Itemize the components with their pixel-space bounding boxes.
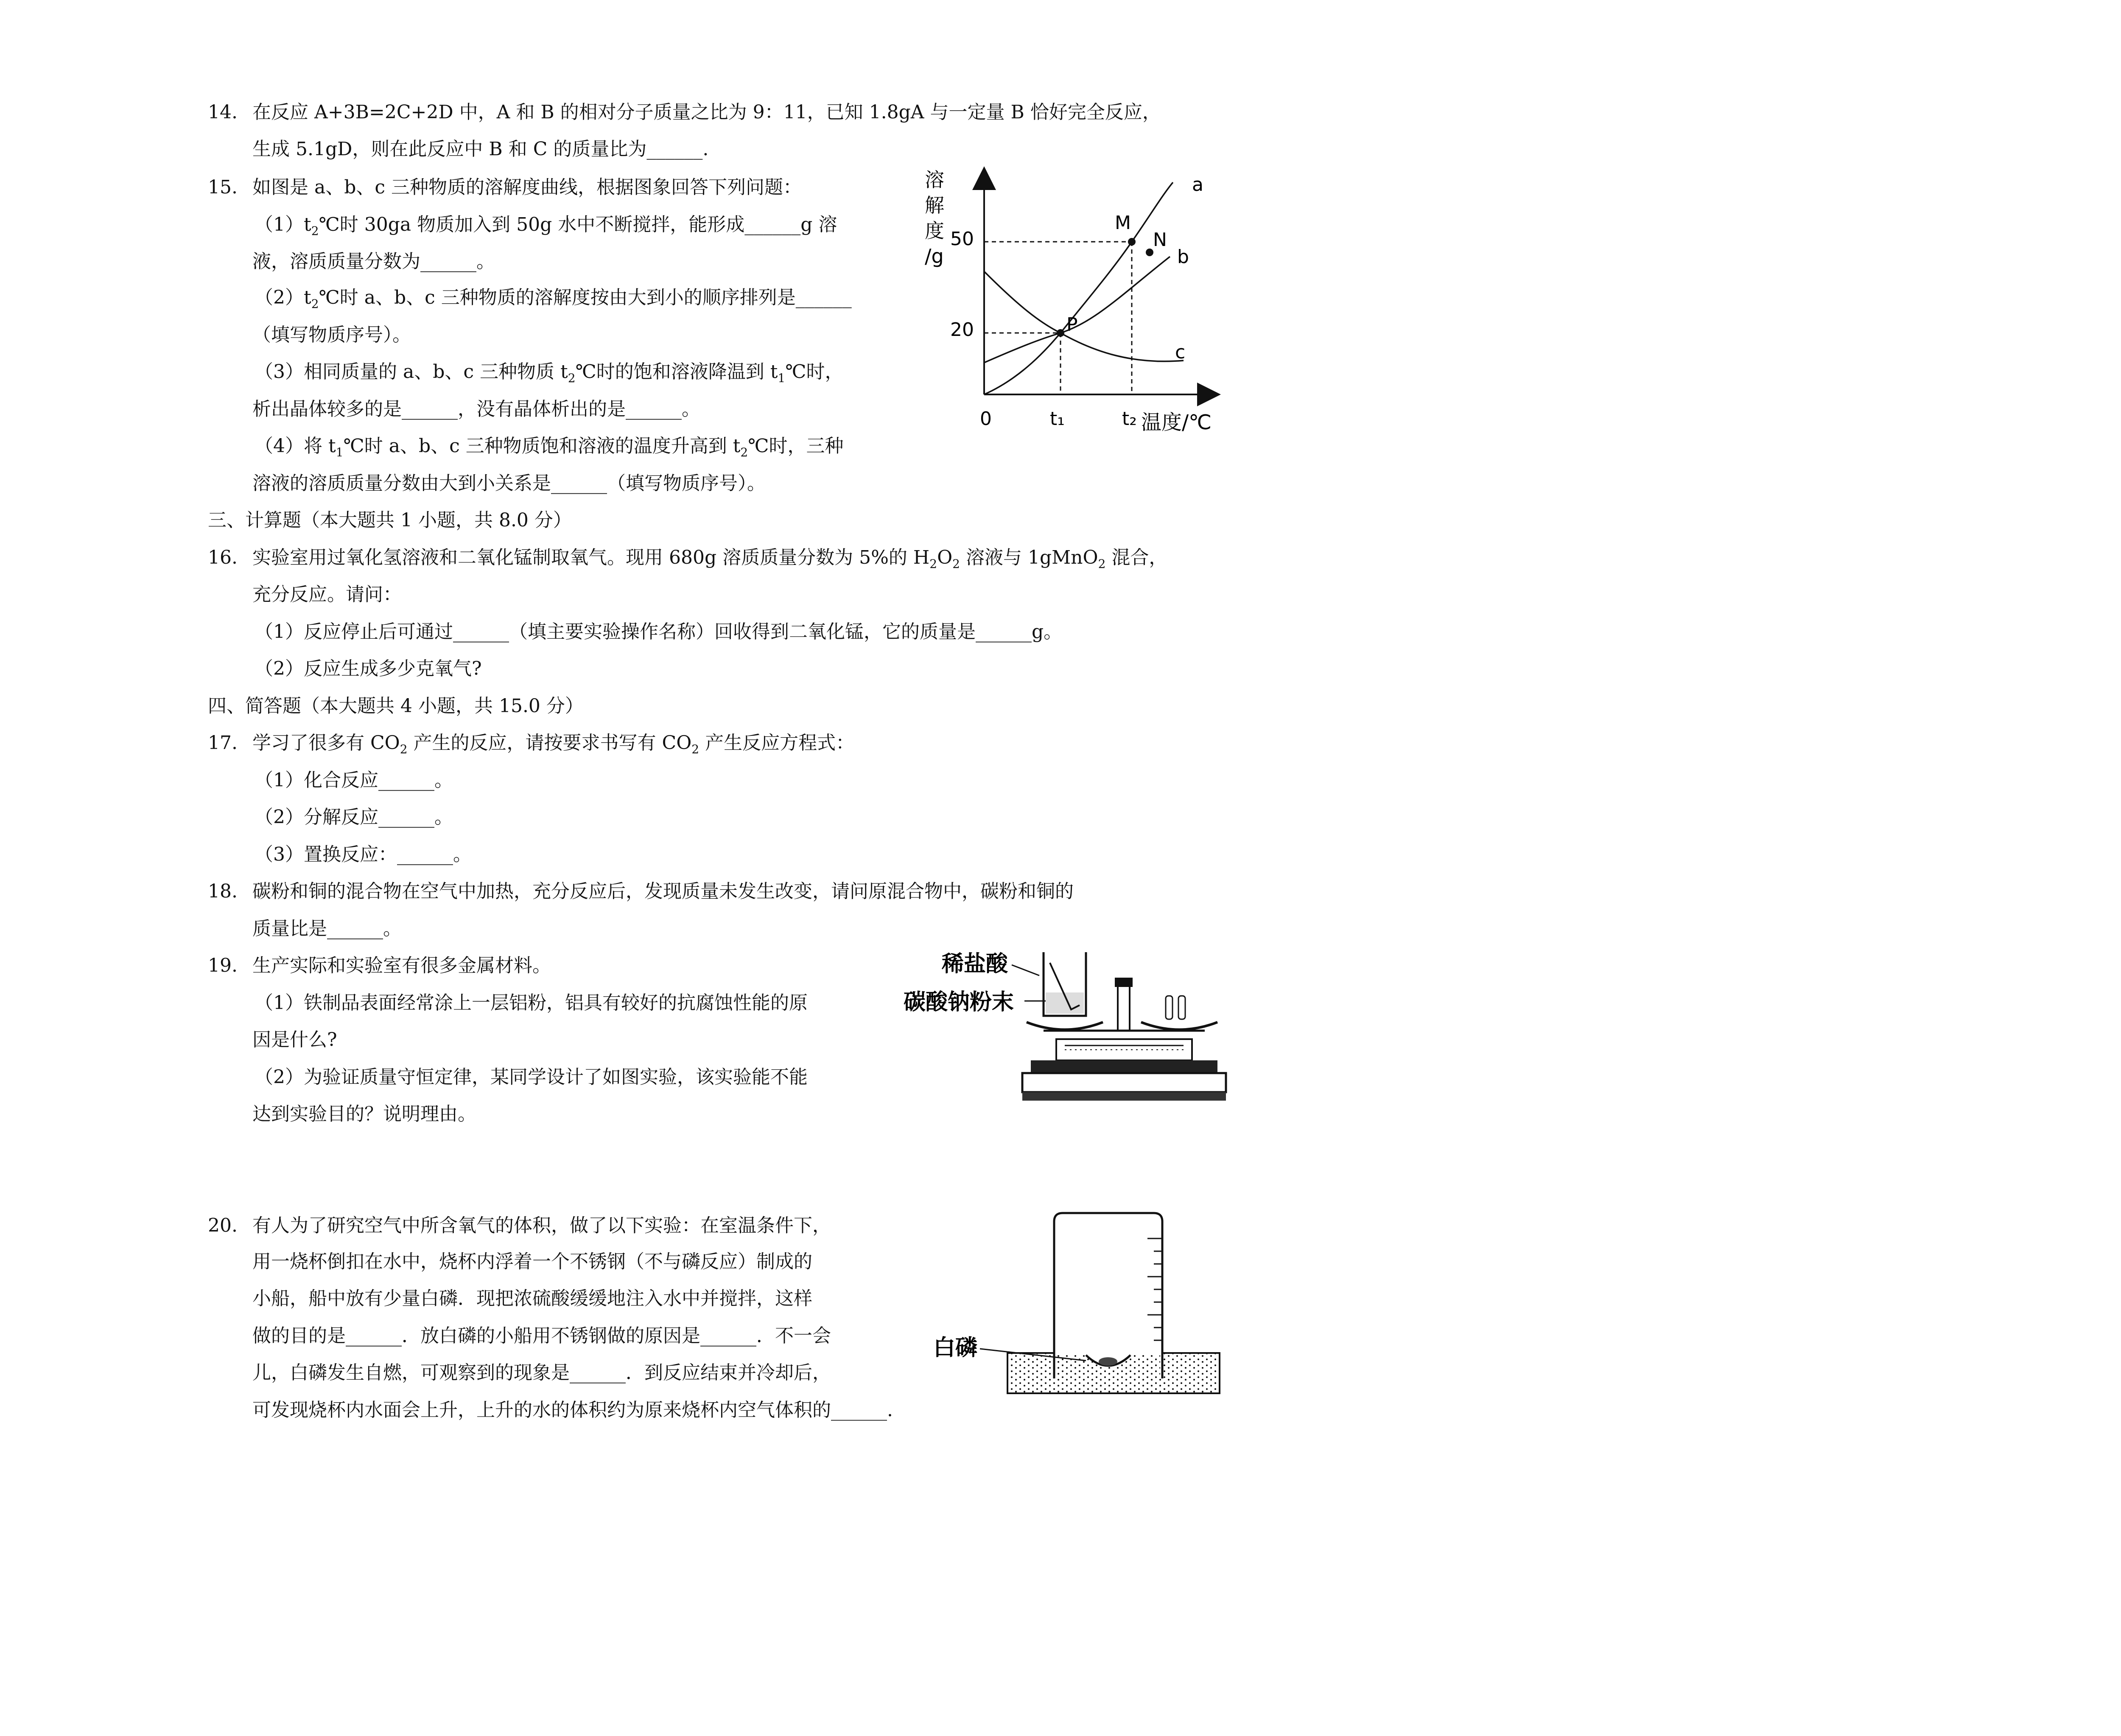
origin-label: 0 <box>980 408 992 430</box>
q18-line1: 碳粉和铜的混合物在空气中加热，充分反应后，发现质量未发生改变，请问原混合物中，碳粉和铜的 <box>252 881 1074 902</box>
x-axis-label: 温度/℃ <box>1141 411 1212 434</box>
q15-line3: 液，溶质质量分数为______。 <box>252 251 495 272</box>
balance-experiment-figure <box>904 946 1234 1107</box>
q16-line1-b: O <box>937 547 953 568</box>
q16-sub: 2 <box>952 557 960 571</box>
q17-number: 17. <box>208 732 238 754</box>
q15-number: 15. <box>208 176 238 198</box>
x-tick-t1: t₁ <box>1050 408 1065 430</box>
weights-icon <box>1166 996 1185 1019</box>
q15-line5: （填写物质序号）。 <box>252 324 411 346</box>
label-c: c <box>1175 341 1186 363</box>
label-M: M <box>1115 212 1131 234</box>
q16-line3: （1）反应停止后可通过______（填主要实验操作名称）回收得到二氧化锰，它的质量是______g。 <box>255 621 1063 643</box>
q20-line6: 可发现烧杯内水面会上升，上升的水的体积约为原来烧杯内空气体积的______. <box>252 1399 893 1421</box>
q18-line2: 质量比是______。 <box>252 918 402 939</box>
q17-line2: （1）化合反应______。 <box>255 769 453 791</box>
q19-line3: 因是什么? <box>252 1029 337 1051</box>
section-4-heading: 四、简答题（本大题共 4 小题，共 15.0 分） <box>208 695 584 717</box>
q15-line2-b: ℃时 30ga 物质加入到 50g 水中不断搅拌，能形成______g 溶 <box>319 214 837 235</box>
q15-line8-a: （4）将 t <box>255 435 336 457</box>
point-P <box>1057 329 1064 337</box>
q14-line2: 生成 5.1gD，则在此反应中 B 和 C 的质量比为______. <box>252 138 709 160</box>
q16-line1-c: 溶液与 1gMnO <box>960 547 1098 568</box>
q15-sub: 2 <box>311 224 319 238</box>
q16-sub: 2 <box>1098 557 1106 571</box>
point-M <box>1128 238 1136 246</box>
q19-line2: （1）铁制品表面经常涂上一层铝粉，铝具有较好的抗腐蚀性能的原 <box>255 992 808 1014</box>
q15-line7: 析出晶体较多的是______，没有晶体析出的是______。 <box>252 398 700 420</box>
q20-number: 20. <box>208 1215 238 1236</box>
label-a: a <box>1192 174 1203 196</box>
section-3-heading: 三、计算题（本大题共 1 小题，共 8.0 分） <box>208 509 572 531</box>
label-N: N <box>1153 229 1167 251</box>
q20-line2: 用一烧杯倒扣在水中，烧杯内浮着一个不锈钢（不与磷反应）制成的 <box>252 1251 812 1272</box>
q16-line1 <box>252 545 1167 570</box>
q16-number: 16. <box>208 547 238 568</box>
q16-line1-d: 混合， <box>1105 547 1168 568</box>
q15-sub: 2 <box>740 445 748 459</box>
label-dilute-hcl: 稀盐酸 <box>942 951 1008 977</box>
y-axis-label-char: 度 <box>925 219 944 242</box>
y-axis-label-char: /g <box>925 245 944 268</box>
point-N <box>1146 249 1153 256</box>
q15-sub: 1 <box>336 445 344 459</box>
q16-line4: （2）反应生成多少克氧气? <box>255 658 482 679</box>
q15-line4 <box>255 285 852 310</box>
phosphorus-beaker-figure <box>933 1209 1230 1395</box>
q19-line5: 达到实验目的？说明理由。 <box>252 1103 476 1125</box>
inverted-beaker <box>1054 1213 1162 1378</box>
q15-line2-a: （1）t <box>255 214 311 235</box>
q19-line1: 生产实际和实验室有很多金属材料。 <box>252 955 551 976</box>
label-sodium-carbonate: 碳酸钠粉末 <box>904 990 1014 1015</box>
y-axis-label-char: 溶 <box>925 168 944 191</box>
q15-line6-a: （3）相同质量的 a、b、c 三种物质 t <box>255 361 568 383</box>
q20-line4: 做的目的是______．放白磷的小船用不锈钢做的原因是______．不一会 <box>252 1325 831 1347</box>
q16-line1-a: 实验室用过氧化氢溶液和二氧化锰制取氧气。现用 680g 溶质质量分数为 5%的 H <box>252 547 930 568</box>
q15-line4-b: ℃时 a、b、c 三种物质的溶解度按由大到小的顺序排列是______ <box>319 287 852 308</box>
q19-number: 19. <box>208 955 238 976</box>
curve-c <box>984 271 1184 361</box>
q16-line2: 充分反应。请问： <box>252 584 402 605</box>
q15-sub: 2 <box>568 371 576 385</box>
q17-line1 <box>252 730 854 756</box>
q16-sub: 2 <box>929 557 937 571</box>
q17-line4: （3）置换反应：______。 <box>255 844 472 865</box>
y-tick-20: 20 <box>950 319 974 341</box>
q15-line4-a: （2）t <box>255 287 311 308</box>
q15-line6 <box>255 359 843 385</box>
q20-line1: 有人为了研究空气中所含氧气的体积，做了以下实验：在室温条件下， <box>252 1215 831 1236</box>
q15-line8-c: ℃时，三种 <box>748 435 844 457</box>
q15-line2 <box>255 212 837 238</box>
x-tick-t2: t₂ <box>1122 408 1137 430</box>
beaker-with-tube-icon <box>1044 952 1086 1016</box>
y-tick-50: 50 <box>950 228 974 250</box>
q15-line9: 溶液的溶质质量分数由大到小关系是______（填写物质序号）。 <box>252 472 766 494</box>
y-axis-label-char: 解 <box>925 194 944 217</box>
q15-sub: 1 <box>778 371 786 385</box>
q15-line6-b: ℃时的饱和溶液降温到 t <box>575 361 778 383</box>
q15-line6-c: ℃时， <box>785 361 844 383</box>
q17-line3: （2）分解反应______。 <box>255 806 453 828</box>
label-P: P <box>1066 314 1078 335</box>
q17-line1-a: 学习了很多有 CO <box>252 732 400 754</box>
q15-sub: 2 <box>311 297 319 311</box>
q20-line5: 儿，白磷发生自燃，可观察到的现象是______．到反应结束并冷却后， <box>252 1362 831 1384</box>
white-phosphorus <box>1099 1357 1117 1366</box>
curve-b <box>984 257 1170 363</box>
q17-sub: 2 <box>400 742 408 756</box>
q14-number: 14. <box>208 101 238 123</box>
label-white-phosphorus: 白磷 <box>933 1335 978 1361</box>
label-b: b <box>1177 246 1189 268</box>
q17-sub: 2 <box>691 742 700 756</box>
q20-line3: 小船，船中放有少量白磷．现把浓硫酸缓缓地注入水中并搅拌，这样 <box>252 1288 812 1309</box>
q14-line1: 在反应 A+3B=2C+2D 中，A 和 B 的相对分子质量之比为 9：11，已知 1.8gA 与一定量 B 恰好完全反应， <box>252 101 1161 123</box>
curve-a <box>984 182 1173 394</box>
q15-line1: 如图是 a、b、c 三种物质的溶解度曲线，根据图象回答下列问题： <box>252 176 802 198</box>
q15-line8-b: ℃时 a、b、c 三种物质饱和溶液的温度升高到 t <box>343 435 741 457</box>
q17-line1-c: 产生反应方程式： <box>699 732 855 754</box>
q18-number: 18. <box>208 881 238 902</box>
q15-line8 <box>255 433 843 459</box>
q19-line4: （2）为验证质量守恒定律，某同学设计了如图实验，该实验能不能 <box>255 1066 808 1088</box>
q17-line1-b: 产生的反应，请按要求书写有 CO <box>407 732 692 754</box>
solubility-chart <box>912 165 1230 445</box>
